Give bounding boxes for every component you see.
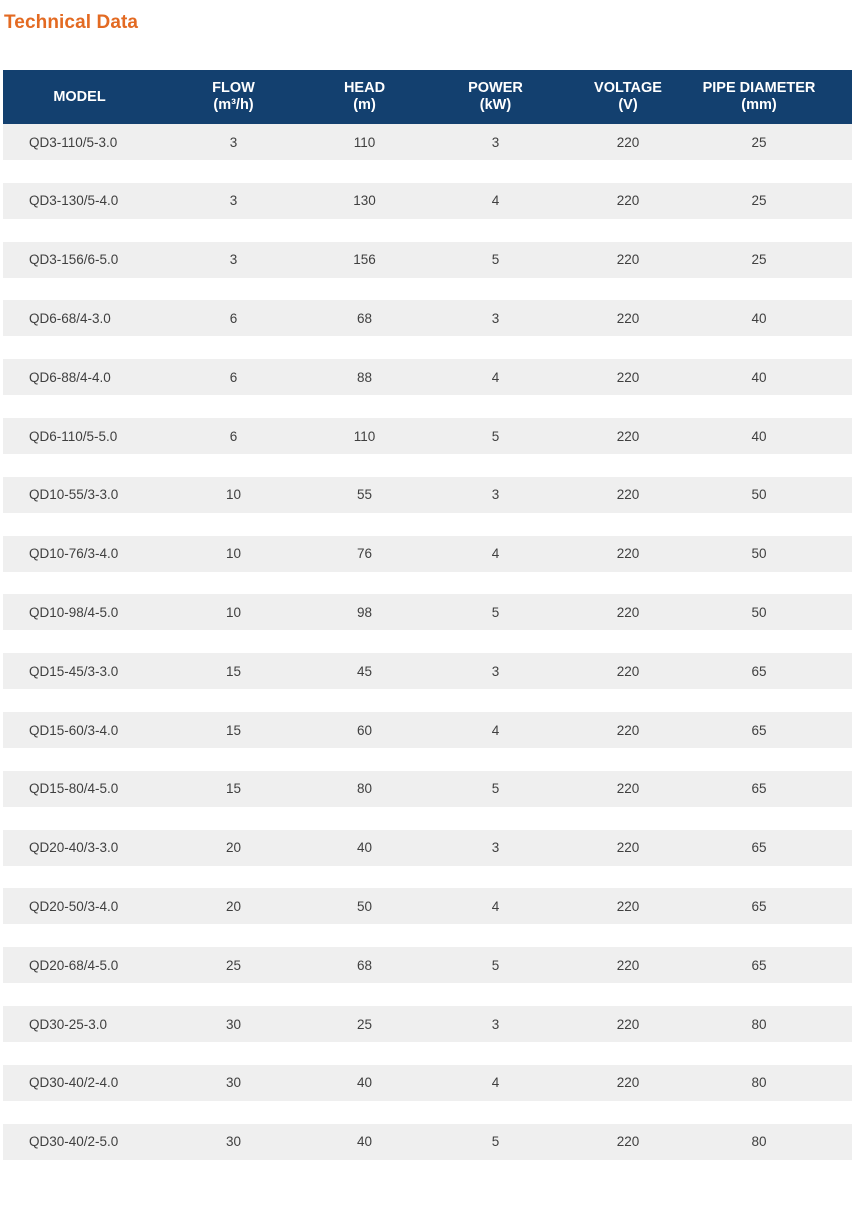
- table-row: [3, 124, 852, 160]
- cell-pipe-diameter: 50: [751, 487, 767, 503]
- column-header-voltage: [573, 80, 683, 114]
- cell-flow: 6: [229, 428, 238, 444]
- cell-voltage: 220: [616, 840, 640, 856]
- cell-head: 55: [356, 487, 373, 503]
- technical-data-table: [3, 70, 852, 1150]
- cell-voltage: 220: [616, 1075, 640, 1091]
- cell-voltage: 220: [616, 957, 640, 973]
- cell-flow: 15: [225, 663, 242, 679]
- cell-power: 4: [491, 193, 500, 209]
- page-title: Technical Data: [4, 12, 139, 33]
- column-header-label: MODEL: [53, 88, 106, 105]
- table-row: [3, 300, 852, 336]
- cell-voltage: 220: [616, 134, 640, 150]
- table-row: [3, 477, 852, 513]
- cell-voltage: 220: [616, 252, 640, 268]
- cell-voltage: 220: [616, 193, 640, 209]
- cell-voltage: 220: [616, 722, 640, 738]
- cell-model: QD30-25-3.0: [29, 1016, 108, 1032]
- cell-voltage: 220: [616, 1134, 640, 1150]
- cell-flow: 10: [225, 487, 242, 503]
- cell-head: 130: [353, 193, 376, 209]
- column-header-label: PIPE DIAMETER: [702, 80, 816, 96]
- cell-flow: 3: [229, 134, 238, 150]
- cell-flow: 10: [225, 604, 242, 620]
- column-header-unit: (V): [618, 97, 638, 113]
- table-row: [3, 1065, 852, 1101]
- cell-head: 45: [356, 663, 373, 679]
- cell-voltage: 220: [616, 781, 640, 797]
- cell-voltage: 220: [616, 487, 640, 503]
- cell-pipe-diameter: 40: [751, 428, 767, 444]
- cell-flow: 15: [225, 781, 242, 797]
- cell-head: 40: [356, 1134, 373, 1150]
- column-header-pipe-diameter: [683, 80, 835, 114]
- cell-pipe-diameter: 80: [751, 1134, 767, 1150]
- cell-head: 76: [356, 546, 373, 562]
- cell-pipe-diameter: 40: [751, 369, 767, 385]
- cell-model: QD30-40/2-4.0: [29, 1075, 119, 1091]
- cell-head: 110: [353, 428, 376, 444]
- table-row: [3, 536, 852, 572]
- cell-model: QD30-40/2-5.0: [29, 1134, 119, 1150]
- cell-flow: 25: [225, 957, 242, 973]
- cell-voltage: 220: [616, 428, 640, 444]
- column-header-flow: [156, 80, 311, 114]
- cell-model: QD20-68/4-5.0: [29, 957, 119, 973]
- column-header-label: POWER: [468, 80, 523, 96]
- cell-pipe-diameter: 25: [751, 134, 767, 150]
- cell-pipe-diameter: 80: [751, 1075, 767, 1091]
- cell-voltage: 220: [616, 546, 640, 562]
- table-row: [3, 830, 852, 866]
- cell-flow: 6: [229, 369, 238, 385]
- cell-head: 25: [356, 1016, 373, 1032]
- cell-head: 40: [356, 1075, 373, 1091]
- table-row: [3, 888, 852, 924]
- table-row: [3, 594, 852, 630]
- cell-power: 4: [491, 546, 500, 562]
- table-row: [3, 418, 852, 454]
- cell-flow: 30: [225, 1134, 242, 1150]
- cell-model: QD3-156/6-5.0: [29, 252, 119, 268]
- cell-head: 156: [353, 252, 376, 268]
- column-header-model: [3, 89, 156, 106]
- cell-head: 68: [356, 310, 373, 326]
- cell-flow: 3: [229, 193, 238, 209]
- table-row: [3, 1124, 852, 1160]
- cell-flow: 10: [225, 546, 242, 562]
- table-row: [3, 947, 852, 983]
- column-header-unit: (m): [353, 97, 376, 113]
- cell-pipe-diameter: 40: [751, 310, 767, 326]
- cell-model: QD20-40/3-3.0: [29, 840, 119, 856]
- cell-power: 3: [491, 663, 500, 679]
- column-header-unit: (m³/h): [213, 97, 254, 113]
- cell-model: QD15-80/4-5.0: [29, 781, 119, 797]
- cell-voltage: 220: [616, 663, 640, 679]
- cell-voltage: 220: [616, 369, 640, 385]
- table-row: [3, 653, 852, 689]
- cell-power: 4: [491, 722, 500, 738]
- cell-pipe-diameter: 65: [751, 840, 767, 856]
- column-header-power: [418, 80, 573, 114]
- cell-pipe-diameter: 65: [751, 781, 767, 797]
- cell-power: 3: [491, 1016, 500, 1032]
- cell-voltage: 220: [616, 604, 640, 620]
- cell-pipe-diameter: 50: [751, 546, 767, 562]
- cell-flow: 3: [229, 252, 238, 268]
- column-header-unit: (mm): [741, 97, 777, 113]
- cell-power: 5: [491, 604, 500, 620]
- cell-power: 4: [491, 898, 500, 914]
- cell-voltage: 220: [616, 310, 640, 326]
- cell-model: QD3-110/5-3.0: [29, 134, 118, 150]
- cell-flow: 30: [225, 1075, 242, 1091]
- table-row: [3, 242, 852, 278]
- cell-power: 5: [491, 957, 500, 973]
- cell-power: 5: [491, 781, 500, 797]
- cell-flow: 6: [229, 310, 238, 326]
- cell-power: 5: [491, 252, 500, 268]
- column-header-label: FLOW: [212, 80, 255, 96]
- cell-pipe-diameter: 65: [751, 957, 767, 973]
- cell-model: QD15-45/3-3.0: [29, 663, 119, 679]
- cell-head: 68: [356, 957, 373, 973]
- column-header-unit: (kW): [479, 97, 512, 113]
- cell-model: QD20-50/3-4.0: [29, 898, 119, 914]
- cell-power: 3: [491, 134, 500, 150]
- cell-model: QD10-98/4-5.0: [29, 604, 119, 620]
- cell-head: 60: [356, 722, 373, 738]
- table-header: [3, 70, 852, 124]
- cell-head: 88: [356, 369, 373, 385]
- cell-flow: 30: [225, 1016, 242, 1032]
- cell-model: QD15-60/3-4.0: [29, 722, 119, 738]
- table-row: [3, 1006, 852, 1042]
- cell-flow: 15: [225, 722, 242, 738]
- cell-power: 5: [491, 1134, 500, 1150]
- cell-power: 3: [491, 487, 500, 503]
- cell-model: QD3-130/5-4.0: [29, 193, 119, 209]
- cell-model: QD6-68/4-3.0: [29, 310, 111, 326]
- cell-pipe-diameter: 25: [751, 252, 767, 268]
- cell-power: 5: [491, 428, 500, 444]
- cell-power: 4: [491, 1075, 500, 1091]
- cell-pipe-diameter: 65: [751, 898, 767, 914]
- cell-head: 40: [356, 840, 373, 856]
- column-header-label: VOLTAGE: [594, 80, 662, 96]
- cell-head: 110: [353, 134, 376, 150]
- cell-pipe-diameter: 50: [751, 604, 767, 620]
- table-row: [3, 712, 852, 748]
- cell-flow: 20: [225, 898, 242, 914]
- cell-head: 80: [356, 781, 373, 797]
- cell-voltage: 220: [616, 1016, 640, 1032]
- cell-power: 4: [491, 369, 500, 385]
- column-header-label: HEAD: [343, 80, 386, 96]
- cell-pipe-diameter: 65: [751, 722, 767, 738]
- cell-voltage: 220: [616, 898, 640, 914]
- cell-model: QD6-88/4-4.0: [29, 369, 111, 385]
- table-row: [3, 359, 852, 395]
- cell-power: 3: [491, 840, 500, 856]
- table-row: [3, 771, 852, 807]
- column-header-head: [311, 80, 418, 114]
- cell-model: QD10-76/3-4.0: [29, 546, 119, 562]
- cell-power: 3: [491, 310, 500, 326]
- cell-head: 50: [356, 898, 373, 914]
- cell-model: QD6-110/5-5.0: [29, 428, 118, 444]
- cell-pipe-diameter: 25: [751, 193, 767, 209]
- cell-flow: 20: [225, 840, 242, 856]
- table-row: [3, 183, 852, 219]
- cell-pipe-diameter: 65: [751, 663, 767, 679]
- cell-pipe-diameter: 80: [751, 1016, 767, 1032]
- cell-model: QD10-55/3-3.0: [29, 487, 119, 503]
- cell-head: 98: [356, 604, 373, 620]
